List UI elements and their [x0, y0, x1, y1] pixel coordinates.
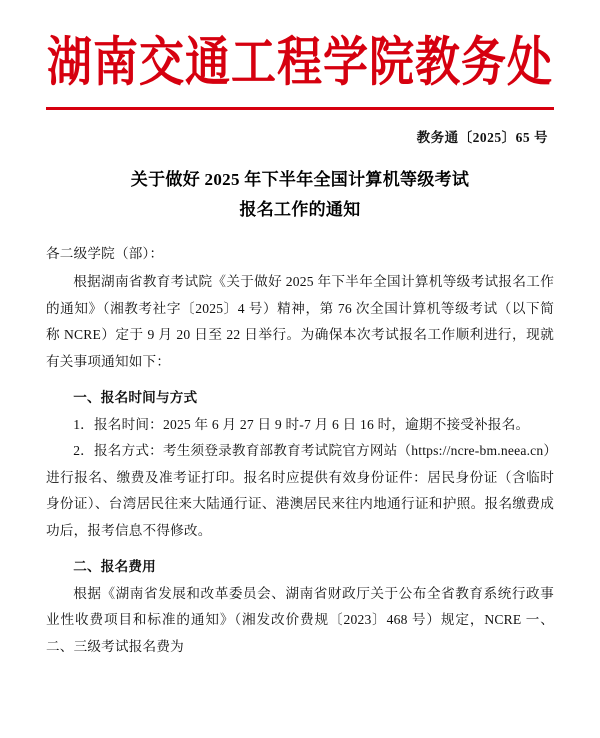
- document-body: [46, 241, 558, 661]
- masthead-title: 湖南交通工程学院教务处: [46, 30, 553, 93]
- document-number: 教务通〔2025〕65 号: [416, 130, 548, 146]
- section-1-item-2-post: 进行报名、缴费及准考证打印。报名时应提供有效身份证件：居民身份证（含临时身份证）、台湾居民往来大陆通行证、港澳居民来往内地通行证和护照。报名缴费成功后，报考信息不得修改。: [46, 469, 554, 538]
- section-heading-2: 二、报名费用: [73, 559, 156, 575]
- section-heading-1: 一、报名时间与方式: [73, 390, 198, 406]
- section-2-paragraph-1: 根据《湖南省发展和改革委员会、湖南省财政厅关于公布全省教育系统行政事业性收费项目和标准的通知》（湘发改价费规〔2023〕468 号）规定，NCRE 一、二、三级考试报名费为: [46, 585, 554, 654]
- masthead: [46, 0, 554, 110]
- salutation: 各二级学院（部）：: [46, 245, 164, 261]
- paragraph-intro: 根据湖南省教育考试院《关于做好 2025 年下半年全国计算机等级考试报名工作的通知》（湘教考社字〔2025〕4 号）精神，第 76 次全国计算机等级考试（以下简称 NCRE）定于 9 月 20 日至 22 日举行。为确保本次考试报名工作顺利进行，现就有关事项通知如下：: [46, 274, 554, 369]
- document-title: [46, 165, 554, 225]
- section-1-item-1: 1．报名时间：2025 年 6 月 27 日 9 时-7 月 6 日 16 时，逾期不接受补报名。: [73, 416, 530, 432]
- document-number-row: [46, 126, 554, 147]
- document-title-line-1: 关于做好 2025 年下半年全国计算机等级考试: [130, 170, 470, 190]
- document-title-line-2: 报名工作的通知: [239, 200, 361, 219]
- section-1-item-2-pre: 2．报名方式：考生须登录教育部教育考试院官方网站（https://ncre-bm.neea.cn）: [73, 443, 558, 459]
- section-1-item-2: [46, 438, 558, 544]
- masthead-divider: [46, 107, 554, 110]
